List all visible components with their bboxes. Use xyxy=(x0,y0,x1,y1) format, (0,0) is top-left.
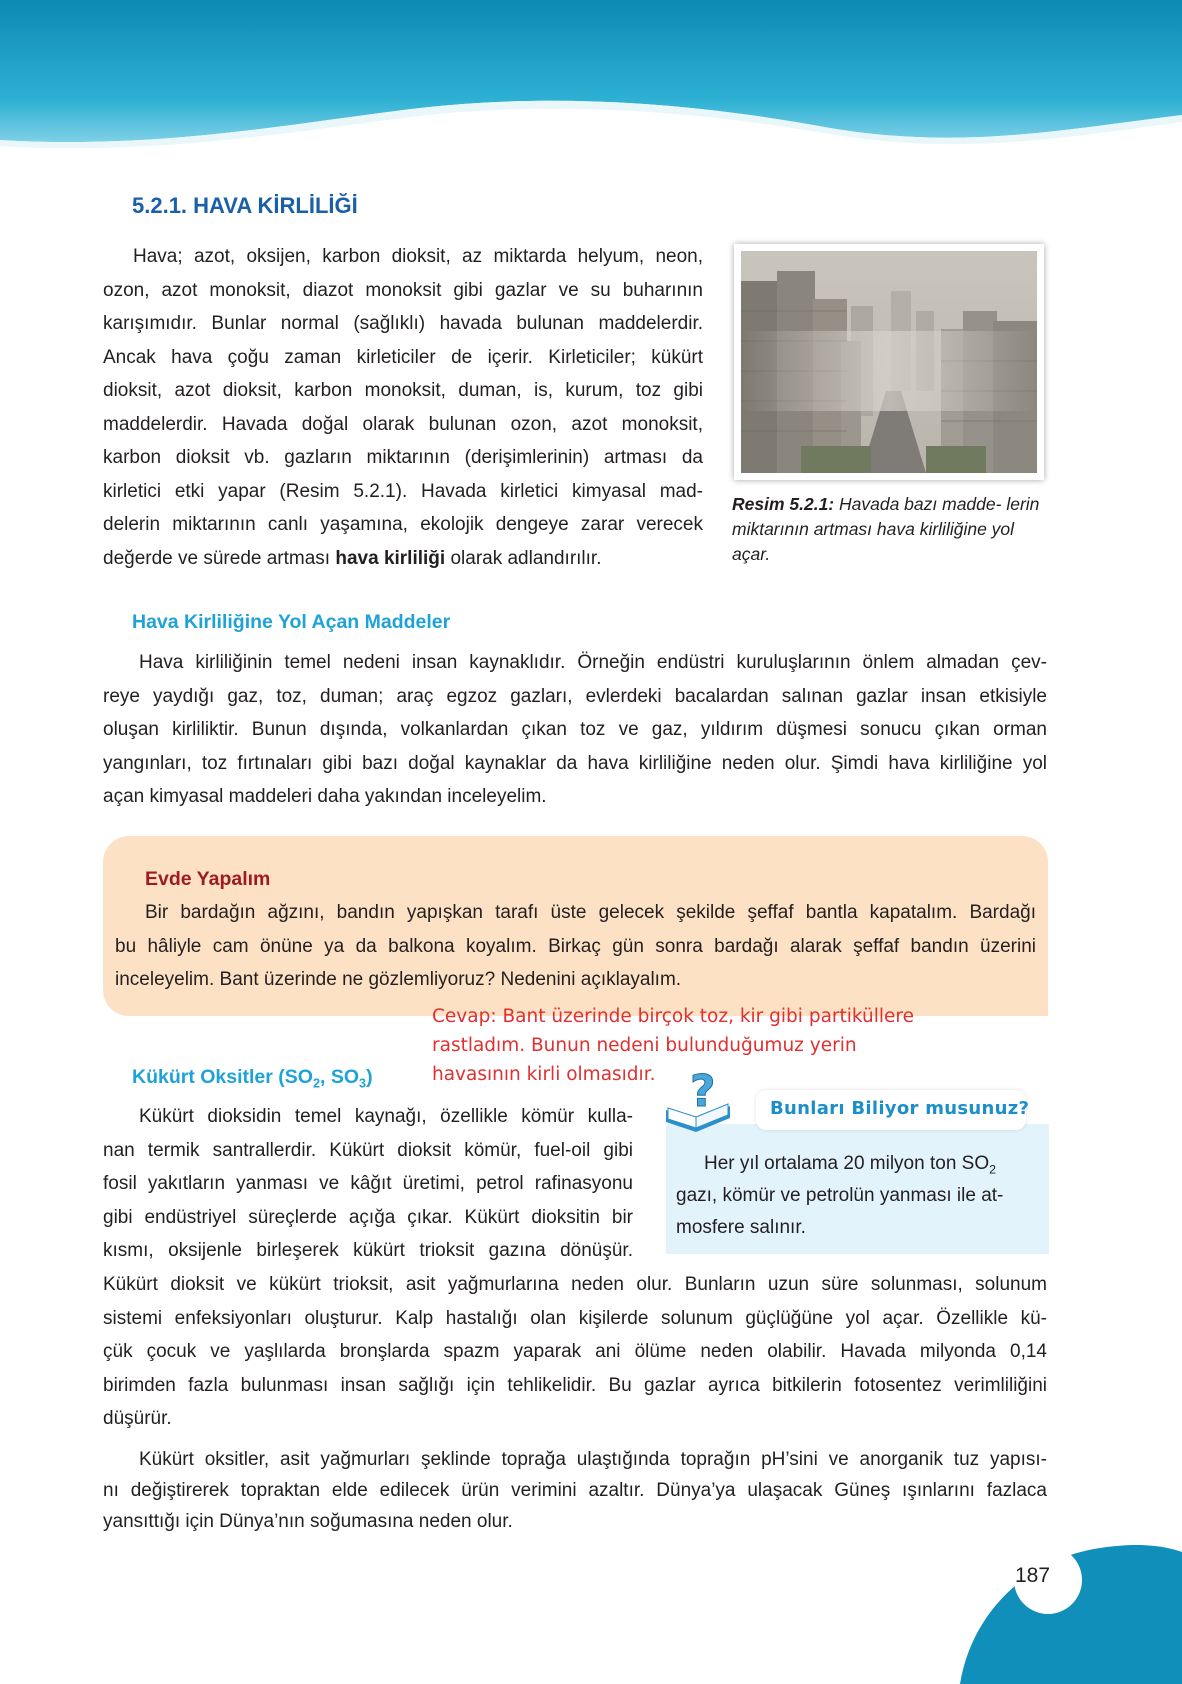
intro-line: kirletici etki yapar (Resim 5.2.1). Havada kirletici kimyasal mad- xyxy=(103,480,703,502)
sulfur-second-paragraph xyxy=(103,1444,1047,1537)
section-title: 5.2.1. HAVA KİRLİLİĞİ xyxy=(132,193,358,218)
info-line: mosfere salınır. xyxy=(676,1217,806,1238)
sulfur-line: yansıttığı için Dünya’nın soğumasına neden olur. xyxy=(103,1511,513,1532)
sulfur-line: kısmı, oksijenle birleşerek kükürt trioksit gazına dönüşür. xyxy=(103,1240,633,1261)
intro-line: ozon, azot monoksit, diazot monoksit gibi gazlar ve su buharının xyxy=(103,279,703,301)
activity-paragraph xyxy=(115,896,1036,997)
info-title: Bunları Biliyor musunuz? xyxy=(770,1098,1030,1119)
info-text xyxy=(676,1148,1042,1244)
substances-line: reye yaydığı gaz, toz, duman; araç egzoz gazları, evlerdeki bacalardan salınan gazlar insan etkisiyle xyxy=(103,685,1047,707)
footer-corner-decoration xyxy=(960,1540,1182,1684)
svg-text:?: ? xyxy=(690,1066,716,1117)
intro-line: Ancak hava çoğu zaman kirleticiler de içerir. Kirleticiler; kükürt xyxy=(103,346,703,368)
page-number: 187 xyxy=(1015,1564,1051,1587)
figure-caption xyxy=(732,492,1048,567)
caption-text: Havada bazı madde- lerin miktarının artması hava kirliliğine yol açar. xyxy=(732,494,1040,564)
intro-line: Hava; azot, oksijen, karbon dioksit, az miktarda helyum, neon, xyxy=(133,246,703,267)
sulfur-line: Kükürt oksitler, asit yağmurları şeklinde toprağa ulaştığında toprağın pH’sini ve anorganik tuz yapısı- xyxy=(139,1449,1047,1470)
sulfur-line: çük çocuk ve yaşlılarda bronşlarda spazm yaparak ani ölüme neden olabilir. Havada milyonda 0,14 xyxy=(103,1341,1047,1362)
smog-city-photo xyxy=(734,244,1044,480)
intro-paragraph xyxy=(103,240,703,575)
sulfur-line: Kükürt dioksit ve kükürt trioksit, asit yağmurlarına neden olur. Bunların uzun süre solunması, solunum xyxy=(103,1274,1047,1295)
sulfur-line: birimden fazla bulunması insan sağlığı için tehlikelidir. Bu gazlar ayrıca bitkilerin fotosentez verimliliğini xyxy=(103,1374,1047,1396)
substances-heading: Hava Kirliliğine Yol Açan Maddeler xyxy=(132,611,451,633)
sulfur-line: gibi endüstriyel süreçlerde açığa çıkar. Kükürt dioksitin bir xyxy=(103,1206,633,1228)
caption-label: Resim 5.2.1: xyxy=(732,494,835,514)
substances-line: Hava kirliliğinin temel nedeni insan kaynaklıdır. Örneğin endüstri kuruluşlarının önlem almadan çev- xyxy=(139,652,1047,673)
intro-line: karışımıdır. Bunlar normal (sağlıklı) havada bulunan maddelerdir. xyxy=(103,313,703,334)
sulfur-line: fosil yakıtların yanması ve kâğıt üretimi, petrol rafinasyonu xyxy=(103,1173,633,1194)
substances-line: oluşan kirliliktir. Bunun dışında, volkanlardan çıkan toz ve gaz, yıldırım düşmesi sonucu çıkan orman xyxy=(103,719,1047,740)
substances-line: açan kimyasal maddeleri daha yakından inceleyelim. xyxy=(103,786,547,807)
sulfur-line: sistemi enfeksiyonları oluşturur. Kalp hastalığı olan kişilerde solunum güçlüğüne yol açar. Özellikle kü- xyxy=(103,1307,1047,1329)
info-line: gazı, kömür ve petrolün yanması ile at- xyxy=(676,1185,1004,1206)
intro-line: karbon dioksit vb. gazların miktarının (derişimlerinin) artması da xyxy=(103,447,703,468)
intro-line: delerin miktarının canlı yaşamına, ekolojik dengeye zarar verecek xyxy=(103,514,703,535)
book-question-icon xyxy=(660,1062,740,1134)
sulfur-line: nan termik santrallerdir. Kükürt dioksit kömür, fuel-oil gibi xyxy=(103,1139,633,1161)
sulfur-side-paragraph xyxy=(103,1100,633,1268)
info-line: Her yıl ortalama 20 milyon ton $SO_2$ xyxy=(704,1153,996,1177)
intro-line: maddelerdir. Havada doğal olarak bulunan ozon, azot monoksit, xyxy=(103,413,703,435)
activity-line: inceleyelim. Bant üzerinde ne gözlemliyoruz? Nedenini açıklayalım. xyxy=(115,969,682,990)
sulfur-heading: Kükürt Oksitler ($SO_2$, $SO_3$) xyxy=(132,1066,373,1091)
answer-line: Cevap: Bant üzerinde birçok toz, kir gibi partiküllere xyxy=(432,1006,915,1027)
substances-line: yangınları, toz fırtınaları gibi bazı doğal kaynaklar da hava kirliliğine neden olur. Şimdi hava kirliliğine yol xyxy=(103,752,1047,774)
substances-paragraph xyxy=(103,646,1047,814)
header-wave-banner xyxy=(0,0,1182,150)
activity-line: Bir bardağın ağzını, bandın yapışkan tarafı üste gelecek şekilde şeffaf bantla kapatalım. Bardağı xyxy=(145,902,1036,923)
smog-city-illustration xyxy=(741,251,1037,473)
sulfur-line: nı değiştirerek topraktan elde edilecek ürün verimini azaltır. Dünya’ya ulaşacak Güneş ışınlarını fazlaca xyxy=(103,1480,1047,1501)
answer-line: rastladım. Bunun nedeni bulunduğumuz yerin xyxy=(432,1035,857,1056)
intro-last-line: değerde ve sürede artması hava kirliliği olarak adlandırılır. xyxy=(103,547,602,569)
sulfur-full-paragraph xyxy=(103,1268,1047,1436)
term-bold: hava kirliliği xyxy=(335,547,446,569)
activity-line: bu hâliyle cam önüne ya da balkona koyalım. Birkaç gün sonra bardağı alarak şeffaf bandın üzerini xyxy=(115,935,1036,957)
answer-line: havasının kirli olmasıdır. xyxy=(432,1064,656,1085)
activity-title: Evde Yapalım xyxy=(145,868,271,890)
intro-line: dioksit, azot dioksit, karbon monoksit, duman, is, kurum, toz gibi xyxy=(103,380,703,401)
sulfur-line: Kükürt dioksidin temel kaynağı, özellikle kömür kulla- xyxy=(139,1106,633,1127)
sulfur-line: düşürür. xyxy=(103,1408,172,1429)
